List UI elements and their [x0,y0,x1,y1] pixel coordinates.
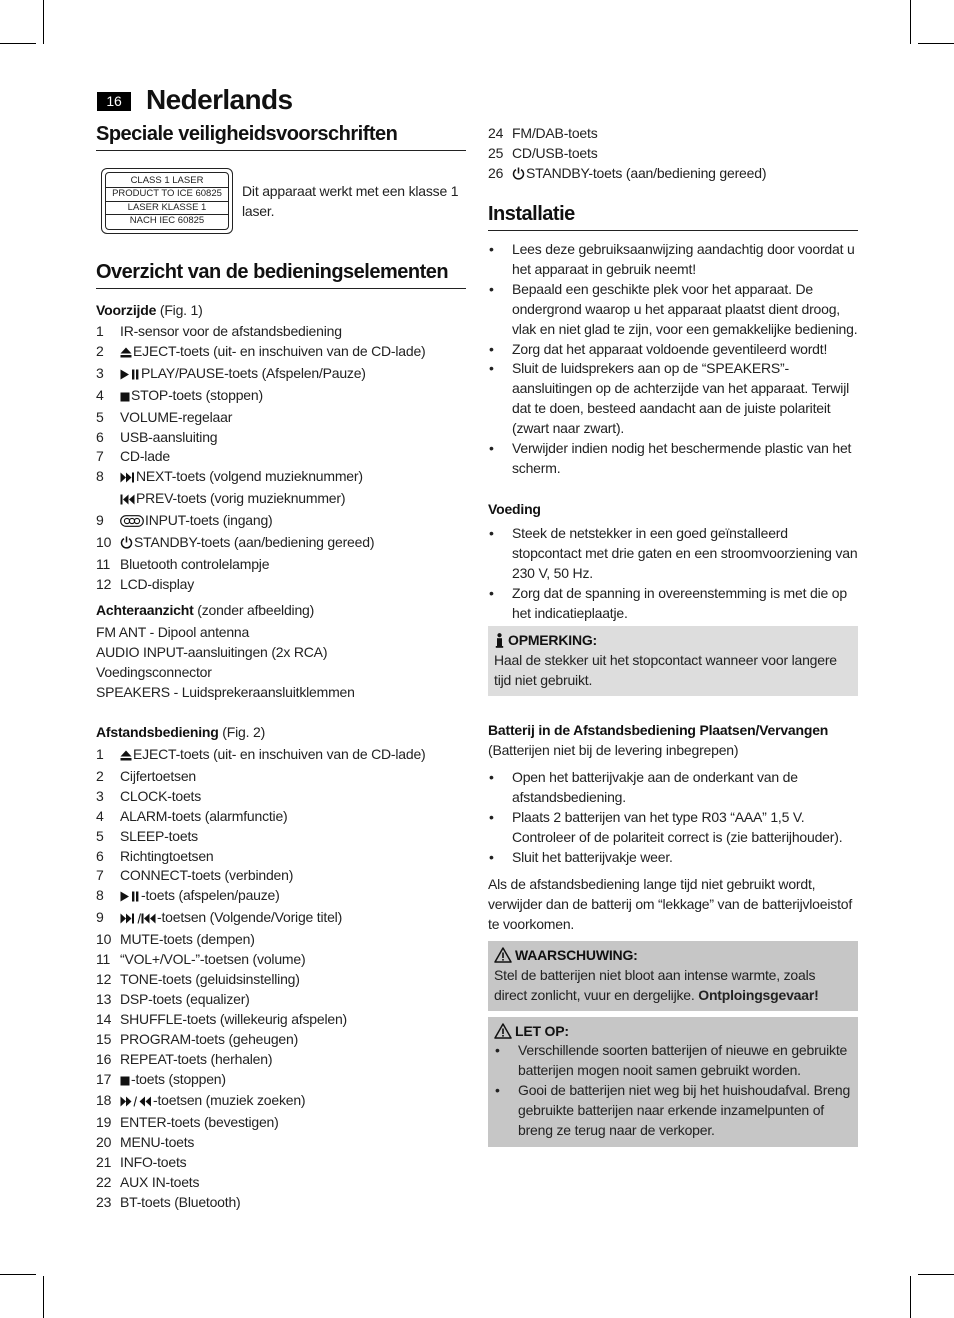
safety-section [96,123,466,151]
crop-mark [43,1276,44,1318]
item-number: 7 [96,867,104,884]
stop-icon [120,1072,130,1092]
remote-list [96,745,466,1213]
eject-icon [120,747,132,767]
warning-head: WAARSCHUWING: [515,947,638,963]
caution-box [488,1017,858,1147]
list-item [96,575,466,595]
list-item: FM ANT - Dipool antenna [96,624,250,640]
item-text: IR-sensor voor de afstandsbediening [120,323,342,339]
list-item: • Lees deze gebruiksaanwijzing aandachtig door voordat u het apparaat in gebruik neemt! [488,240,858,280]
safety-title: Speciale veiligheidsvoorschriften [96,123,466,151]
crop-mark [910,0,911,44]
list-item [96,408,466,428]
item-number: 6 [96,847,104,864]
list-item [96,428,466,448]
list-item [96,1010,466,1030]
item-text: TONE-toets (geluidsinstelling) [120,970,300,987]
item-number: 6 [96,428,104,445]
list-item: • Verwijder indien nodig het beschermende plastic van het scherm. [488,439,858,479]
item-text: Richtingtoetsen [120,847,214,864]
play-pause-icon [120,366,140,386]
item-text: Bluetooth controlelampje [120,555,270,572]
list-item: • Zorg dat het apparaat voldoende geventileerd wordt! [488,340,858,360]
next-prev-icon [120,910,156,930]
item-text: AUX IN-toets [120,1174,200,1191]
list-item: • Open het batterijvakje aan de onderkant van de afstandsbediening. [488,768,858,808]
item-text: Cijfertoetsen [120,767,196,784]
item-text: INFO-toets [120,1154,187,1171]
remote-list-continued [488,124,858,186]
list-item [96,930,466,950]
list-item [96,807,466,827]
note-text: Haal de stekker uit het stopcontact wanneer voor langere tijd niet gebruikt. [494,652,837,688]
power-icon [120,535,133,555]
crop-mark [0,1274,36,1275]
list-item [96,767,466,787]
item-text: STANDBY-toets (aan/bediening gereed) [526,164,767,181]
list-item [96,866,466,886]
back-heading-ref: (zonder afbeelding) [193,602,315,618]
list-item [96,1050,466,1070]
item-number: 20 [96,1134,112,1151]
item-number: 14 [96,1010,112,1027]
item-number: 9 [96,512,104,529]
remote-section [96,722,466,1213]
item-number: 4 [96,386,104,403]
input-icon [120,513,144,533]
list-item [96,489,466,511]
item-text: USB-aansluiting [120,428,218,445]
item-text: LCD-display [120,575,195,592]
crop-mark [918,43,954,44]
item-text: VOLUME-regelaar [120,408,233,425]
item-text: -toetsen (Volgende/Vorige titel) [157,909,343,926]
list-item [96,990,466,1010]
laser-text: Dit apparaat werkt met een klasse 1 laser. [242,183,459,219]
battery-sub: (Batterijen niet bij de levering inbegrepen) [488,742,739,758]
language-title: Nederlands [146,84,293,115]
item-text: CD/USB-toets [512,144,598,161]
item-text: EJECT-toets (uit- en inschuiven van de CD-lade) [133,746,426,762]
item-text: PREV-toets (vorig muzieknummer) [136,490,346,507]
prev-icon [120,491,135,511]
item-number: 19 [96,1114,112,1131]
crop-mark [918,1274,954,1275]
item-text: INPUT-toets (ingang) [145,512,273,529]
item-text: ENTER-toets (bevestigen) [120,1114,279,1131]
power-icon [512,166,525,186]
remote-heading: Afstandsbediening [96,724,219,740]
item-number: 21 [96,1154,112,1171]
list-item [96,555,466,575]
next-icon [120,469,135,489]
power-heading: Voeding [488,501,541,517]
battery-section [488,720,858,934]
laser-class-label [101,168,233,234]
item-text: -toets (stoppen) [131,1070,226,1087]
item-number: 7 [96,448,104,465]
battery-paragraph: Als de afstandsbediening lange tijd niet gebruikt wordt, verwijder dan de batterij om “lekkage” van de batterijvloeistof te voorkomen. [488,875,853,932]
item-text: NEXT-toets (volgend muzieknummer) [136,468,363,485]
item-text: MUTE-toets (dempen) [120,931,255,948]
list-item [488,144,858,164]
list-item [96,447,466,467]
item-number: 1 [96,746,104,762]
item-number: 12 [96,575,112,592]
list-item [96,1091,466,1113]
item-text: CLOCK-toets [120,787,202,804]
item-text: DSP-toets (equalizer) [120,990,250,1007]
list-item: • Sluit het batterijvakje weer. [488,848,858,868]
item-number: 15 [96,1030,112,1047]
list-item [96,908,466,930]
item-text: MENU-toets [120,1134,195,1151]
item-text: FM/DAB-toets [512,125,598,141]
list-item: • Gooi de batterijen niet weg bij het huishoudafval. Breng gebruikte batterijen naar erkende inzamelpunten of breng ze terug naar de verkoper. [494,1081,852,1141]
list-item: • Verschillende soorten batterijen of nieuwe en gebruikte batterijen mogen nooit samen gebruikt worden. [494,1041,852,1081]
list-item [96,827,466,847]
list-item [96,1193,466,1213]
list-item [96,950,466,970]
item-number: 17 [96,1070,112,1087]
install-title: Installatie [488,203,858,231]
item-text: ALARM-toets (alarmfunctie) [120,807,288,824]
item-number: 5 [96,408,104,425]
remote-continued [488,124,858,186]
item-number: 23 [96,1193,112,1210]
note-box [488,626,858,696]
ff-rew-icon [120,1093,152,1113]
list-item [488,164,858,186]
crop-mark [43,0,44,44]
list-item [96,533,466,555]
list-item: • Plaats 2 batterijen van het type R03 “AAA” 1,5 V. Controleer of de polariteit correct is (zie batterijhouder). [488,808,858,848]
install-section [488,203,858,479]
eject-icon [120,344,132,364]
info-icon [494,633,505,648]
list-item [96,1113,466,1133]
overview-section [96,261,466,289]
item-number: 18 [96,1092,112,1109]
warning-text: Stel de batterijen niet bloot aan intense warmte, zoals direct zonlicht, vuur en dergelijke. [494,967,816,1003]
remote-heading-ref: (Fig. 2) [218,724,266,740]
item-number: 12 [96,970,112,987]
item-text: REPEAT-toets (herhalen) [120,1050,273,1067]
item-text: -toetsen (muziek zoeken) [153,1092,306,1109]
laser-label-line: NACH IEC 60825 [129,214,205,226]
item-number: 10 [96,534,112,551]
item-number: 2 [96,767,104,784]
front-heading: Voorzijde [96,302,157,318]
item-number: 11 [96,951,111,968]
list-item [96,364,466,386]
list-item [96,322,466,342]
crop-mark [0,43,36,44]
item-number: 8 [96,468,104,485]
item-number: 25 [488,144,504,161]
list-item [96,787,466,807]
item-text: CONNECT-toets (verbinden) [120,867,294,884]
item-number: 26 [488,164,504,181]
list-item: • Zorg dat de spanning in overeenstemming is met die op het indicatieplaatje. [488,584,858,624]
front-heading-ref: (Fig. 1) [156,302,203,318]
list-item: Voedingsconnector [96,663,212,680]
list-item [96,467,466,489]
item-number: 24 [488,125,504,141]
list-item [96,511,466,533]
item-number: 3 [96,787,104,804]
laser-label-line: PRODUCT TO ICE 60825 [112,188,222,200]
front-list [96,322,466,595]
item-number: 4 [96,807,104,824]
item-number: 10 [96,931,112,948]
list-item [96,386,466,408]
item-text: BT-toets (Bluetooth) [120,1193,241,1210]
warning-box [488,941,858,1011]
list-item [96,1173,466,1193]
item-number: 16 [96,1050,112,1067]
list-item: • Steek de netstekker in een goed geïnstalleerd stopcontact met drie gaten en een stroomvoorziening van 230 V, 50 Hz. [488,524,858,584]
list-item [96,342,466,364]
laser-label-line: CLASS 1 LASER [130,174,204,186]
item-text: EJECT-toets (uit- en inschuiven van de CD-lade) [133,342,426,359]
list-item: AUDIO INPUT-aansluitingen (2x RCA) [96,643,328,660]
item-number: 2 [96,342,104,359]
item-number: 13 [96,990,112,1007]
item-text: SLEEP-toets [120,827,198,844]
list-item [96,1030,466,1050]
list-item [96,1133,466,1153]
list-item: SPEAKERS - Luidsprekeraansluitklemmen [96,683,355,700]
caution-head: LET OP: [515,1023,569,1039]
item-number: 5 [96,827,104,844]
play-pause-icon [120,888,140,908]
list-item [96,847,466,867]
item-number: 1 [96,323,104,339]
crop-mark [910,1276,911,1318]
list-item [96,1070,466,1092]
item-text: PROGRAM-toets (geheugen) [120,1030,299,1047]
item-text: CD-lade [120,448,170,465]
battery-heading: Batterij in de Afstandsbediening Plaatsen/Vervangen [488,722,829,738]
list-item: • Bepaald een geschikte plek voor het apparaat. De ondergrond waarop u het apparaat plaatst dient droog, vlak en niet glad te zijn, voor een gemakkelijke bediening. [488,280,858,340]
list-item [96,1153,466,1173]
list-item [488,124,858,144]
item-text: -toets (afspelen/pauze) [141,887,280,904]
item-number: 8 [96,887,104,904]
item-text: SHUFFLE-toets (willekeurig afspelen) [120,1010,347,1027]
list-item [96,970,466,990]
back-section [96,600,466,703]
note-head: OPMERKING: [508,632,598,648]
front-section [96,300,466,595]
warning-strong: Ontploingsgevaar! [698,987,819,1003]
item-text: “VOL+/VOL-”-toetsen (volume) [120,951,306,968]
back-heading: Achteraanzicht [96,602,194,618]
list-item: • Sluit de luidsprekers aan op de “SPEAKERS”-aansluitingen op de achterzijde van het apparaat. Terwijl dat te doen, besteed aandacht aan de juiste polariteit (zwart naar zwart). [488,359,858,439]
power-section [488,499,858,624]
laser-label-line: LASER KLASSE 1 [127,201,207,213]
warning-icon [494,947,512,963]
page-number: 16 [97,92,131,111]
item-number: 22 [96,1174,112,1191]
item-text: STOP-toets (stoppen) [131,386,263,403]
item-text: PLAY/PAUSE-toets (Afspelen/Pauze) [141,364,366,381]
warning-icon [494,1023,512,1039]
item-number: 11 [96,555,111,572]
overview-title: Overzicht van de bedieningselementen [96,261,466,289]
item-text: STANDBY-toets (aan/bediening gereed) [134,534,375,551]
list-item [96,886,466,908]
stop-icon [120,388,130,408]
item-number: 9 [96,909,104,926]
item-number: 3 [96,364,104,381]
list-item [96,745,466,767]
